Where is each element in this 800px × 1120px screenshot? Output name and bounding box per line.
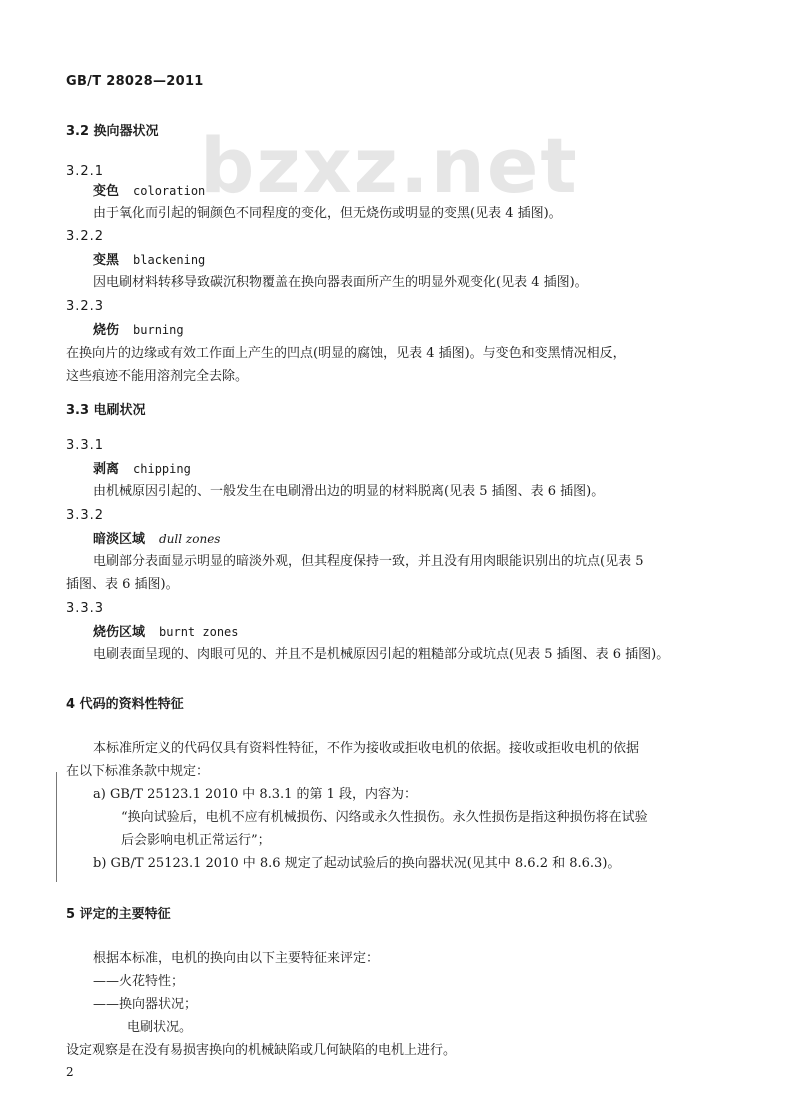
document-id: GB/T 28028—2011	[66, 74, 204, 89]
term-definition-cont: 插图、表 6 插图)。	[66, 577, 179, 592]
paragraph: 本标准所定义的代码仅具有资料性特征，不作为接收或拒收电机的依据。接收或拒收电机的依据	[93, 741, 640, 756]
page-number: 2	[66, 1065, 74, 1079]
clause-number: 3.2.1	[66, 164, 105, 179]
clause-number: 3.3.3	[66, 601, 105, 616]
list-item-b: b) GB/T 25123.1 2010 中 8.6 规定了起动试验后的换向器状况(见其中 8.6.2 和 8.6.3)。	[93, 856, 621, 871]
list-item: ——换向器状况；	[93, 997, 198, 1012]
quote-line: “换向试验后，电机不应有机械损伤、闪络或永久性损伤。永久性损伤是指这种损伤将在试验	[121, 810, 648, 825]
term-chinese: 烧伤	[93, 323, 120, 338]
term-line	[93, 530, 220, 549]
clause-number: 3.2.2	[66, 229, 105, 244]
quote-line: 后会影响电机正常运行”；	[121, 833, 271, 848]
term-english: chipping	[133, 462, 191, 476]
term-definition-cont: 这些痕迹不能用溶剂完全去除。	[66, 369, 249, 384]
list-item: 电刷状况。	[127, 1020, 193, 1035]
term-english: burning	[133, 323, 184, 337]
term-line	[93, 321, 184, 340]
change-bar	[56, 772, 57, 882]
term-line	[93, 182, 205, 201]
section-5-heading: 5 评定的主要特征	[66, 907, 171, 922]
paragraph: 设定观察是在没有易损害换向的机械缺陷或几何缺陷的电机上进行。	[66, 1043, 457, 1058]
term-definition: 由于氧化而引起的铜颜色不同程度的变化，但无烧伤或明显的变黑(见表 4 插图)。	[93, 206, 562, 221]
term-chinese: 变黑	[93, 253, 120, 268]
term-definition: 因电刷材料转移导致碳沉积物覆盖在换向器表面所产生的明显外观变化(见表 4 插图)。	[93, 275, 588, 290]
term-definition: 电刷表面呈现的、肉眼可见的、并且不是机械原因引起的粗糙部分或坑点(见表 5 插图、表 6 插图)。	[93, 647, 670, 662]
clause-number: 3.3.1	[66, 438, 105, 453]
term-english: coloration	[133, 184, 206, 198]
clause-number: 3.3.2	[66, 508, 105, 523]
term-english: blackening	[133, 253, 206, 267]
term-chinese: 烧伤区域	[93, 625, 146, 640]
term-chinese: 暗淡区域	[93, 532, 146, 547]
paragraph-cont: 在以下标准条款中规定：	[66, 764, 210, 779]
term-line	[93, 623, 239, 642]
watermark: bzxz.net	[200, 121, 579, 210]
term-definition: 电刷部分表面显示明显的暗淡外观，但其程度保持一致，并且没有用肉眼能识别出的坑点(见表 5	[93, 554, 644, 569]
clause-number: 3.2.3	[66, 299, 105, 314]
list-item-a: a) GB/T 25123.1 2010 中 8.3.1 的第 1 段，内容为：	[93, 787, 418, 802]
term-chinese: 变色	[93, 184, 120, 199]
term-english: dull zones	[159, 532, 221, 546]
term-line	[93, 251, 205, 270]
list-item: ——火花特性；	[93, 974, 185, 989]
paragraph: 根据本标准，电机的换向由以下主要特征来评定：	[93, 951, 380, 966]
term-definition: 由机械原因引起的、一般发生在电刷滑出边的明显的材料脱离(见表 5 插图、表 6 插图)。	[93, 484, 605, 499]
section-3-2-heading: 3.2 换向器状况	[66, 124, 159, 139]
term-line	[93, 460, 191, 479]
section-4-heading: 4 代码的资料性特征	[66, 697, 184, 712]
term-definition: 在换向片的边缘或有效工作面上产生的凹点(明显的腐蚀，见表 4 插图)。与变色和变黑情况相反，	[66, 346, 626, 361]
section-3-3-heading: 3.3 电刷状况	[66, 403, 146, 418]
term-chinese: 剥离	[93, 462, 120, 477]
term-english: burnt zones	[159, 625, 239, 639]
